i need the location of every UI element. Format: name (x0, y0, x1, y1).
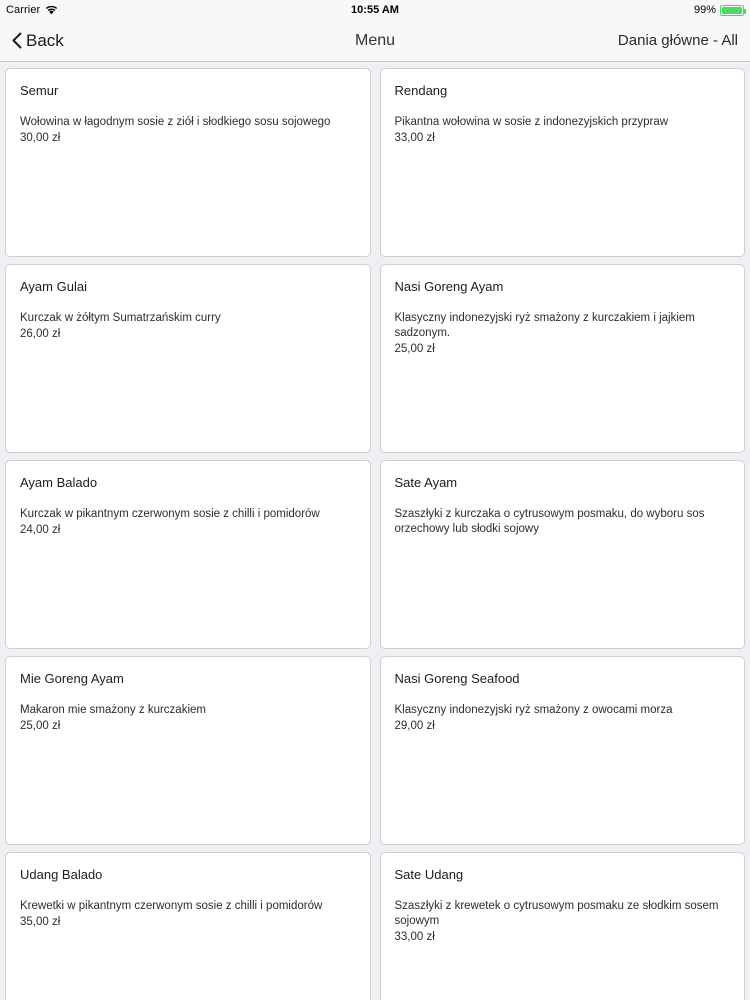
menu-item-card[interactable] (380, 264, 746, 453)
menu-item-description: Wołowina w łagodnym sosie z ziół i słodkiego sosu sojowego (20, 116, 331, 128)
menu-item-card[interactable] (5, 656, 371, 845)
chevron-left-icon (12, 32, 22, 49)
menu-item-description: Klasyczny indonezyjski ryż smażony z kurczakiem i jajkiem sadzonym. (394, 312, 695, 339)
menu-item-card[interactable] (380, 68, 746, 257)
back-button-label: Back (26, 30, 64, 50)
menu-item-description: Makaron mie smażony z kurczakiem (20, 704, 206, 716)
back-button[interactable] (12, 31, 64, 51)
menu-item-name: Nasi Goreng Seafood (394, 671, 520, 686)
menu-item-name: Rendang (394, 83, 448, 98)
battery-fill (722, 7, 742, 14)
menu-item-price: 33,00 zł (394, 931, 435, 943)
menu-item-card[interactable] (380, 460, 746, 649)
menu-grid (5, 68, 745, 1000)
battery-percent-label: 99% (693, 4, 716, 16)
menu-item-price: 29,00 zł (394, 720, 435, 732)
menu-item-price: 35,00 zł (20, 916, 61, 928)
menu-item-name: Ayam Gulai (20, 279, 87, 294)
menu-item-card[interactable] (5, 852, 371, 1000)
menu-item-card[interactable] (5, 460, 371, 649)
carrier-label: Carrier (6, 4, 41, 16)
menu-item-price: 33,00 zł (394, 132, 435, 144)
menu-item-description: Szaszłyki z krewetek o cytrusowym posmaku ze słodkim sosem sojowym (394, 900, 719, 927)
menu-item-description: Klasyczny indonezyjski ryż smażony z owocami morza (394, 704, 673, 716)
menu-item-name: Ayam Balado (20, 475, 98, 490)
page-title: Menu (354, 31, 396, 49)
status-bar-time: 10:55 AM (351, 4, 399, 16)
menu-item-price: 26,00 zł (20, 328, 61, 340)
menu-item-description: Kurczak w pikantnym czerwonym sosie z chilli i pomidorów (20, 508, 320, 520)
menu-item-price: 30,00 zł (20, 132, 61, 144)
menu-item-description: Szaszłyki z kurczaka o cytrusowym posmaku, do wyboru sos orzechowy lub słodki sojowy (394, 508, 705, 535)
menu-item-price: 25,00 zł (20, 720, 61, 732)
menu-item-price: 25,00 zł (394, 343, 435, 355)
menu-scroll-area[interactable] (0, 62, 750, 1000)
menu-item-name: Mie Goreng Ayam (20, 671, 124, 686)
menu-item-price: 24,00 zł (20, 524, 61, 536)
menu-item-card[interactable] (380, 852, 746, 1000)
menu-item-description: Pikantna wołowina w sosie z indonezyjskich przypraw (394, 116, 669, 128)
category-filter-label[interactable]: Dania główne - All (617, 32, 738, 49)
menu-item-name: Nasi Goreng Ayam (394, 279, 504, 294)
menu-item-name: Udang Balado (20, 867, 103, 882)
menu-item-name: Semur (20, 83, 59, 98)
menu-item-card[interactable] (5, 264, 371, 453)
status-bar (0, 0, 750, 20)
menu-item-card[interactable] (5, 68, 371, 257)
navigation-bar (0, 20, 750, 62)
menu-item-name: Sate Ayam (394, 475, 458, 490)
menu-item-description: Krewetki w pikantnym czerwonym sosie z chilli i pomidorów (20, 900, 323, 912)
menu-item-card[interactable] (380, 656, 746, 845)
battery-icon (720, 5, 744, 16)
menu-item-name: Sate Udang (394, 867, 464, 882)
menu-item-description: Kurczak w żółtym Sumatrzańskim curry (20, 312, 221, 324)
